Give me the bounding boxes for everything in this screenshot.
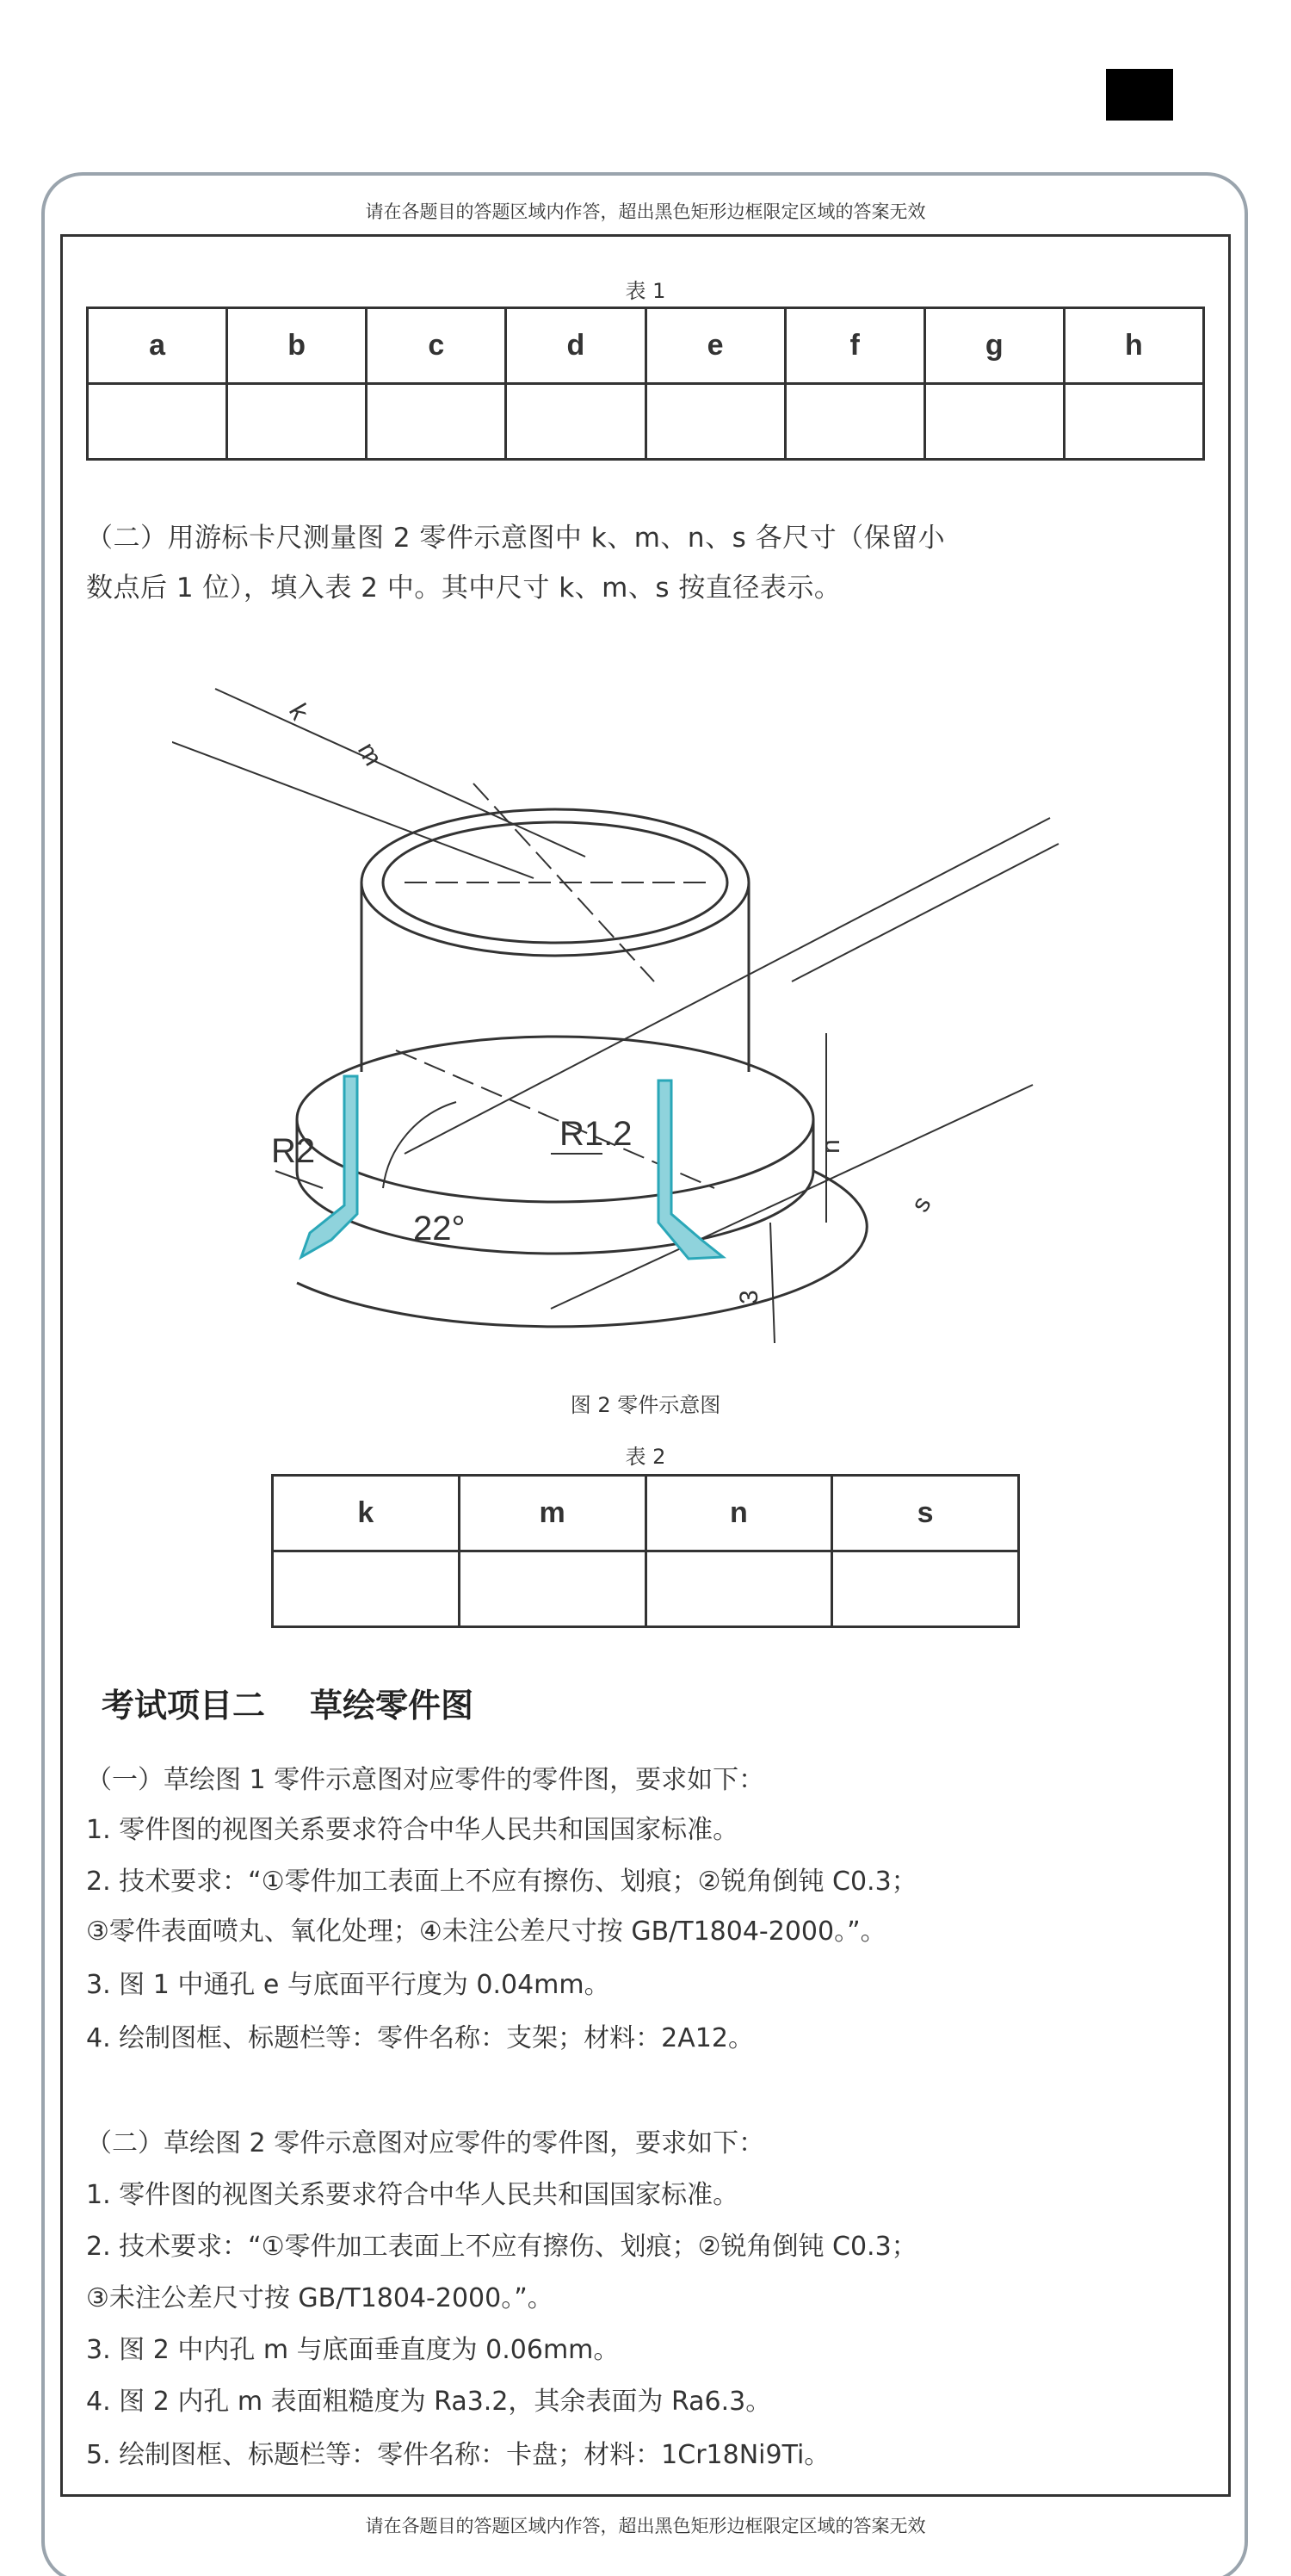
sketch2-item: 4. 图 2 内孔 m 表面粗糙度为 Ra3.2，其余表面为 Ra6.3。 [86, 2387, 772, 2417]
table1-answer-cell[interactable] [924, 384, 1064, 460]
figure2-caption: 图 2 零件示意图 [570, 1393, 721, 1417]
dim-three-line [770, 1223, 775, 1343]
table2-header-s: s [832, 1476, 1019, 1551]
table1-header-e: e [646, 308, 785, 384]
section-hatch [301, 1076, 723, 1259]
project2-heading [102, 1679, 473, 1726]
table2-header-row [273, 1476, 1019, 1551]
table1-caption: 表 1 [625, 279, 666, 303]
sketch1-item: 3. 图 1 中通孔 e 与底面平行度为 0.04mm。 [86, 1970, 610, 2000]
base-disk-bottom-edge [297, 1171, 867, 1327]
table2-answer-cell[interactable] [832, 1551, 1019, 1627]
table1-answer-cell[interactable] [506, 384, 646, 460]
label-three: 3 [735, 1290, 763, 1304]
sketch1-item: 2. 技术要求：“①零件加工表面上不应有擦伤、划痕；②锐角倒钝 C0.3； [86, 1867, 917, 1897]
table1-answer-cell[interactable] [88, 384, 227, 460]
table1-header-row [88, 308, 1204, 384]
table2-answer-cell[interactable] [459, 1551, 646, 1627]
r2-leader [275, 1171, 323, 1188]
corner-registration-mark [1106, 69, 1173, 121]
measure-line-2: 数点后 1 位），填入表 2 中。其中尺寸 k、m、s 按直径表示。 [86, 573, 842, 604]
table1-header-f: f [785, 308, 924, 384]
table2-answer-cell[interactable] [646, 1551, 832, 1627]
sketch2-item: 1. 零件图的视图关系要求符合中华人民共和国国家标准。 [86, 2180, 739, 2210]
table2-header-n: n [646, 1476, 832, 1551]
label-r12: R1.2 [559, 1115, 633, 1153]
table1-answer-cell[interactable] [367, 384, 506, 460]
table1-answer-cell[interactable] [1064, 384, 1203, 460]
dim-m-line [215, 689, 585, 857]
sketch2-item: ③未注公差尺寸按 GB/T1804-2000。”。 [86, 2283, 553, 2313]
table1-answer-row [88, 384, 1204, 460]
sketch2-item: 3. 图 2 中内孔 m 与底面垂直度为 0.06mm。 [86, 2335, 620, 2365]
sketch1-intro: （一）草绘图 1 零件示意图对应零件的零件图，要求如下： [86, 1765, 765, 1795]
label-k: k [282, 699, 315, 725]
top-notice: 请在各题目的答题区域内作答，超出黑色矩形边框限定区域的答案无效 [365, 201, 926, 222]
sketch2-item: 5. 绘制图框、标题栏等：零件名称：卡盘；材料：1Cr18Ni9Ti。 [86, 2440, 831, 2470]
table2-caption: 表 2 [625, 1445, 666, 1469]
table1-header-d: d [506, 308, 646, 384]
measure-instructions [86, 513, 1214, 613]
project2-title: 草绘零件图 [310, 1687, 474, 1725]
table1-header-a: a [88, 308, 227, 384]
label-angle: 22° [413, 1210, 466, 1248]
table1-header-g: g [924, 308, 1064, 384]
sketch1-item: 1. 零件图的视图关系要求符合中华人民共和国国家标准。 [86, 1815, 739, 1845]
sketch1-item: 4. 绘制图框、标题栏等：零件名称：支架；材料：2A12。 [86, 2023, 754, 2053]
table2-answer-cell[interactable] [273, 1551, 460, 1627]
sketch2-intro: （二）草绘图 2 零件示意图对应零件的零件图，要求如下： [86, 2128, 765, 2158]
table1-answer-cell[interactable] [785, 384, 924, 460]
table1-answer-cell[interactable] [646, 384, 785, 460]
table1-header-h: h [1064, 308, 1203, 384]
table2-header-m: m [459, 1476, 646, 1551]
sketch2-item: 2. 技术要求：“①零件加工表面上不应有擦伤、划痕；②锐角倒钝 C0.3； [86, 2232, 917, 2262]
section-right [658, 1081, 723, 1259]
table1-answer-cell[interactable] [227, 384, 367, 460]
label-s: s [905, 1192, 937, 1217]
bottom-notice: 请在各题目的答题区域内作答，超出黑色矩形边框限定区域的答案无效 [365, 2516, 926, 2536]
table2-header-k: k [273, 1476, 460, 1551]
table2 [271, 1474, 1020, 1628]
sketch1-item: ③零件表面喷丸、氧化处理；④未注公差尺寸按 GB/T1804-2000。”。 [86, 1917, 886, 1947]
project2-number: 考试项目二 [102, 1687, 266, 1725]
dim-s-ext-top [792, 844, 1059, 981]
part-isometric-figure [172, 620, 1119, 1378]
measure-line-1: （二）用游标卡尺测量图 2 零件示意图中 k、m、n、s 各尺寸（保留小 [86, 523, 946, 554]
table1-header-b: b [227, 308, 367, 384]
label-r2: R2 [271, 1132, 316, 1170]
table2-answer-row [273, 1551, 1019, 1627]
table1 [86, 307, 1205, 461]
base-disk-lower-rim [297, 1171, 813, 1254]
label-m: m [351, 738, 388, 771]
label-n: n [817, 1139, 845, 1154]
table1-header-c: c [367, 308, 506, 384]
